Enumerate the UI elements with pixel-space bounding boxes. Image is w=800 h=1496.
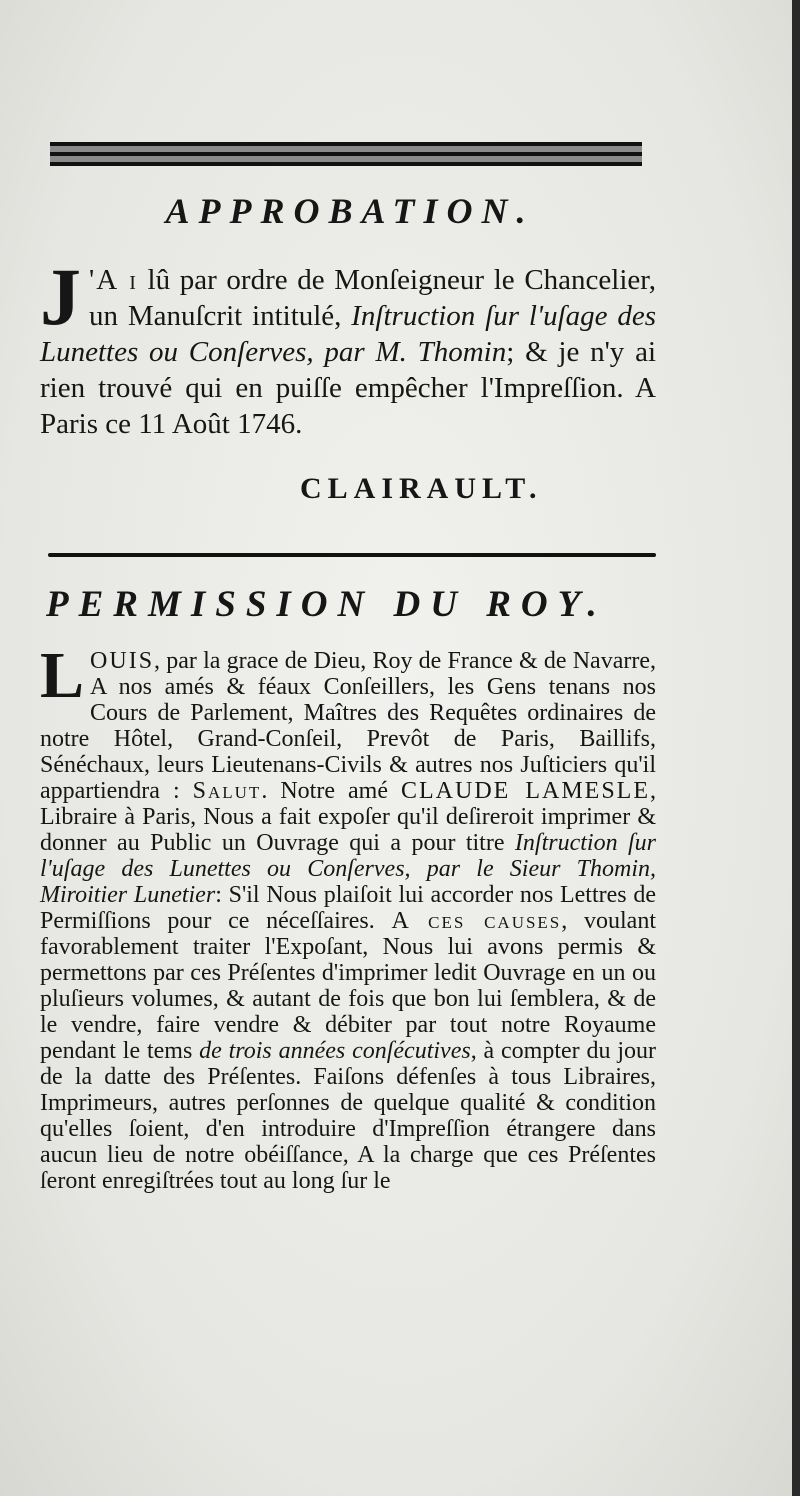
approbation-text-2: ; & je n'y ai rien trouvé qui en puiſſe empêcher l'Impreſſion. A Paris ce 11 Août 1746.: [40, 336, 656, 440]
permission-text-3: , Libraire à Paris, Nous a fait expoſer qu'il deſireroit imprimer & donner au Public un Ouvrage qui a pour titre: [40, 778, 656, 856]
section-rule: [48, 553, 656, 557]
approbation-lead: 'A i: [89, 264, 138, 296]
approbation-dropcap: J: [40, 251, 81, 342]
approbation-book-title: Inſtruction ſur l'uſage des Lunettes ou Conſerves, par M. Thomin: [40, 300, 656, 368]
ornamental-rule-top: [50, 142, 642, 166]
approbation-signature: CLAIRAULT.: [300, 472, 543, 505]
permission-dropcap: L: [40, 639, 85, 712]
permission-text-4: : S'il Nous plaiſoit lui accorder nos Lettres de Permiſſions pour ce néceſſaires.: [40, 882, 656, 934]
approbation-text-1: lû par ordre de Monſeigneur le Chancelier, un Manuſcrit intitulé,: [89, 264, 657, 332]
permission-duration: de trois années conſécutives: [199, 1038, 471, 1064]
permission-book-title: Inſtruction ſur l'uſage des Lunettes ou Conſerves, par le Sieur Thomin, Miroitier Lunetier: [40, 830, 656, 908]
permission-text-5: , voulant favorablement traiter l'Expoſant, Nous lui avons permis & permettons par ces Préſentes d'imprimer ledit Ouvrage en un ou pluſieurs volumes, & autant de fois que bon lui ſemblera, & de le vendre, faire vendre & débiter par tout notre Royaume pendant le tems: [40, 908, 656, 1064]
permission-text-6: , à compter du jour de la datte des Préſentes. Faiſons défenſes à tous Libraires, Imprimeurs, autres perſonnes de quelque qualité & condition qu'elles ſoient, d'en introduire d'Impreſſion étrangere dans aucun lieu de notre obéiſſance, A la charge que ces Préſentes ſeront enregiſtrées tout au long ſur le: [40, 1038, 656, 1194]
permission-claude: CLAUDE LAMESLE: [400, 778, 650, 804]
permission-heading: PERMISSION DU ROY.: [46, 584, 607, 625]
permission-causes: A ces causes: [391, 908, 562, 934]
permission-text-2: . Notre amé: [261, 778, 401, 804]
permission-lead: OUIS: [90, 648, 155, 674]
permission-text: [40, 639, 656, 1194]
page-edge-shadow: [792, 0, 800, 1496]
approbation-heading: APPROBATION.: [165, 191, 535, 231]
permission-text-1: , par la grace de Dieu, Roy de France & de Navarre, A nos amés & féaux Conſeillers, les Gens tenans nos Cours de Parlement, Maîtres des Requêtes ordinaires de notre Hôtel, Grand-Conſeil, Prevôt de Paris, Baillifs, Sénéchaux, leurs Lieutenans-Civils & autres nos Juſticiers qu'il appartiendra :: [40, 648, 656, 804]
approbation-text: [40, 251, 657, 442]
permission-salut: Salut: [192, 778, 262, 804]
